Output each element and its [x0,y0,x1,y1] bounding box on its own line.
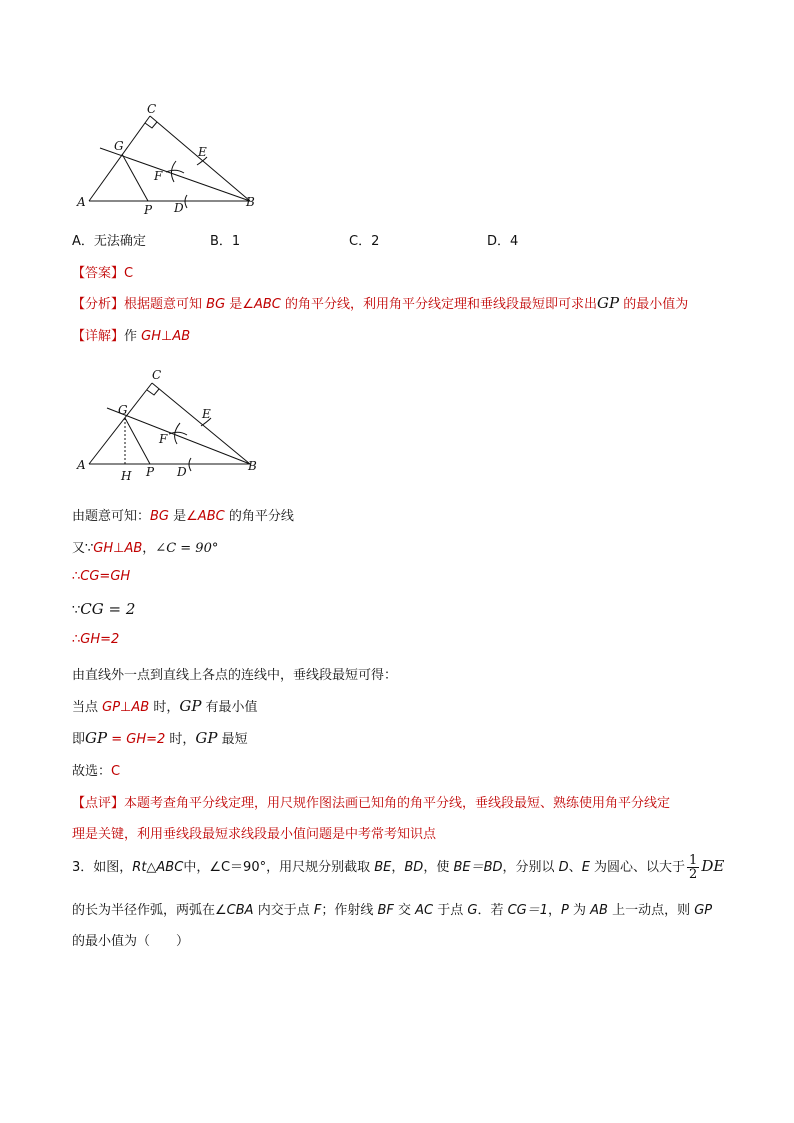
step-5-expr: GH=2 [80,632,120,647]
analysis-angle: ∠ABC [242,297,281,312]
answer-tag: 【答案】 [72,266,125,281]
step-4-expr: CG = 2 [80,600,136,618]
question-3-line-3: 的最小值为（ ） [72,934,190,949]
step-6-text-1: 由直线外一点到直线上各点的连线中，垂线段最短可得： [72,668,398,683]
step-6 [72,664,397,683]
figure-2-triangle [70,364,270,488]
ray-bf [100,148,250,201]
q3-rt: Rt△ABC [132,860,184,875]
q3-e: E [581,860,590,875]
label-c: C [147,102,157,116]
label-b: B [248,459,257,473]
q3-l2-text-3: ；作射线 [321,903,378,918]
q3-text-2: ，使 [423,860,454,875]
step-4-text-1: ∵ [72,603,81,618]
analysis-tag: 【分析】 [72,297,125,312]
analysis-text-1: 根据题意可知 [124,297,207,312]
step-3 [72,569,130,584]
q3-bf: BF [377,903,394,918]
label-f: F [159,432,168,446]
option-a: A．无法确定 [72,234,146,249]
label-g: G [114,139,124,153]
q3-angle: ∠CBA [215,903,254,918]
step-8 [72,728,248,747]
analysis-line [72,293,688,312]
q3-l2-text-8: 为 [568,903,591,918]
step-3-expr: CG=GH [80,569,131,584]
step-9 [72,760,120,779]
step-7-gp: GP [179,697,202,715]
label-e: E [198,145,207,159]
q3-l2-text-7: ， [548,903,562,918]
segment-gp [122,154,148,201]
step-1-text-3: 的角平分线 [224,509,294,524]
arc-f-1 [175,423,180,444]
step-4 [72,600,135,618]
question-3-line-2 [72,899,712,918]
q3-gp: GP [694,903,713,918]
q3-bd: BD [404,860,424,875]
analysis-text-4: 的最小值为 [619,297,689,312]
step-8-gp: GP [85,729,108,747]
q3-p: P [561,903,569,918]
review-text-1: 本题考查角平分线定理，用尺规作图法画已知角的角平分线，垂线段最短、熟练使用角平分线定 [124,796,671,811]
detail-tag: 【详解】 [72,329,125,344]
step-5-text-1: ∴ [72,632,81,647]
q3-eq: BE＝BD [453,860,503,875]
step-8-text-2: 时， [165,732,196,747]
analysis-text-2: 是 [225,297,243,312]
step-2-angle: ∠C = 90° [155,541,219,556]
q3-l2-text-1: 的长为半径作弧，两弧在 [72,903,216,918]
step-7-text-3: 有最小值 [201,700,258,715]
step-1-text-2: 是 [169,509,187,524]
step-7-text-1: 当点 [72,700,103,715]
figure-1-triangle [70,96,270,218]
q3-num: 3．如图， [72,860,133,875]
q3-comma-1: ， [391,860,405,875]
step-9-text-1: 故选： [72,764,112,779]
q3-l2-text-2: 内交于点 [253,903,314,918]
q3-f: F [313,903,322,918]
step-1 [72,505,294,524]
segment-cb [152,383,250,464]
detail-expr: GH⊥AB [141,329,191,344]
option-b: B．1 [210,234,241,249]
detail-text: 作 [124,329,142,344]
step-2-text-1: 又∵ [72,541,94,556]
q3-d: D [558,860,569,875]
step-8-text-1: 即 [72,732,86,747]
analysis-text-3: 的角平分线，利用角平分线定理和垂线段最短即可求出 [280,297,597,312]
analysis-gp: GP [596,294,620,312]
q3-de: DE [701,857,725,875]
label-p: P [146,465,155,479]
step-1-text-1: 由题意可知： [72,509,151,524]
q3-cg: CG＝1 [507,903,549,918]
q3-g: G [467,903,478,918]
q3-l2-text-9: 上一动点，则 [607,903,695,918]
step-7-text-2: 时， [149,700,180,715]
step-7 [72,696,258,715]
q3-fraction-num: 1 [689,853,698,868]
right-angle-mark [145,122,157,128]
q3-be: BE [374,860,392,875]
review-line-2: 理是关键，利用垂线段最短求线段最小值问题是中考常考知识点 [72,827,437,842]
label-g: G [118,403,128,417]
step-1-angle: ∠ABC [186,509,225,524]
label-h: H [121,469,132,483]
q3-comma-2: 、 [568,860,582,875]
q3-l2-text-4: 交 [393,903,416,918]
q3-text-1: 中，∠C＝90°，用尺规分别截取 [183,860,375,875]
segment-ac [89,383,152,464]
analysis-bg: BG [206,297,226,312]
step-2-text-2: ， [142,541,156,556]
step-8-eq: = GH=2 [107,732,166,747]
q3-fraction [687,854,699,881]
question-3-line-1 [72,853,725,882]
label-c: C [152,368,162,382]
label-d: D [177,465,187,479]
segment-gp [125,418,150,464]
option-c: C．2 [349,234,380,249]
q3-ac: AC [415,903,434,918]
answer-line [72,262,133,281]
label-a: A [77,195,86,209]
step-8-gp-2: GP [195,729,218,747]
step-7-expr: GP⊥AB [102,700,150,715]
review-line-1 [72,792,670,811]
q3-ab: AB [590,903,608,918]
right-angle-mark [147,389,159,395]
step-2 [72,537,218,556]
q3-l2-text-6: ．若 [477,903,508,918]
step-1-bg: BG [150,509,170,524]
label-f: F [154,169,163,183]
label-d: D [174,201,184,215]
label-p: P [144,203,153,217]
review-tag: 【点评】 [72,796,125,811]
q3-fraction-den: 2 [689,867,698,882]
label-a: A [77,458,86,472]
q3-l2-text-5: 于点 [433,903,468,918]
step-5 [72,632,119,647]
ray-bf [107,408,250,464]
step-3-text-1: ∴ [72,569,81,584]
step-8-text-3: 最短 [217,732,248,747]
q3-text-4: 为圆心、以大于 [589,860,686,875]
answer-value: C [124,266,134,281]
label-e: E [202,407,211,421]
step-2-expr: GH⊥AB [93,541,143,556]
step-9-value: C [111,764,121,779]
q3-text-3: ，分别以 [502,860,559,875]
option-d: D．4 [487,234,519,249]
detail-line [72,325,190,344]
label-b: B [246,195,255,209]
arc-f-1 [171,161,176,182]
